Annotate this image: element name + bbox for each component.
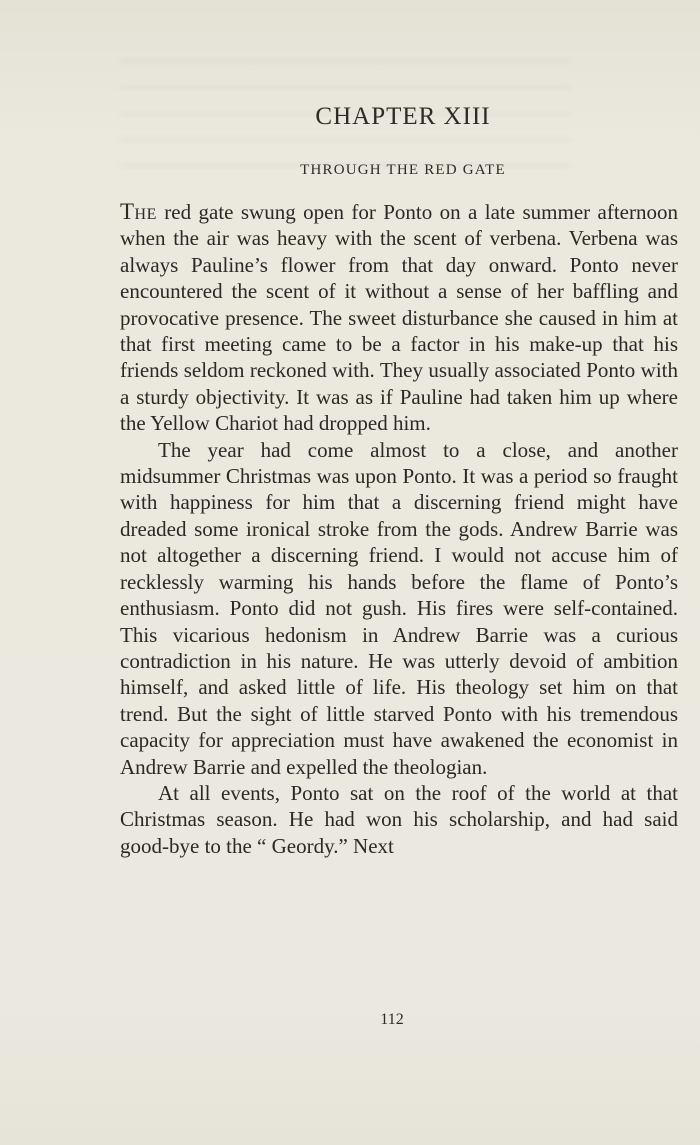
paragraph-1	[120, 199, 678, 437]
chapter-subtitle: THROUGH THE RED GATE	[300, 162, 506, 178]
paragraph-2: The year had come almost to a close, and another midsummer Christmas was upon Ponto. It was a period so fraught with happiness for him that a discerning friend might have dreaded some ironical stroke from the gods. Andrew Barrie was not altogether a discerning friend. I would not accuse him of recklessly warming his hands before the flame of Ponto’s enthusiasm. Ponto did not gush. His fires were self-contained. This vicarious hedonism in Andrew Barrie was a curious contradiction in his nature. He was utterly devoid of ambition himself, and asked little of life. His theology set him on that trend. But the sight of little starved Ponto with his tremendous capacity for appreciation must have awakened the economist in Andrew Barrie and expelled the theologian.	[120, 437, 678, 779]
paragraph-3: At all events, Ponto sat on the roof of the world at that Christmas season. He had won his scholarship, and had said good-bye to the “ Geordy.” Next	[120, 780, 678, 858]
paragraph-lead-word: The	[120, 199, 157, 224]
chapter-title: CHAPTER XIII	[315, 103, 491, 130]
page-number: 112	[380, 1011, 404, 1028]
body-text	[120, 199, 678, 859]
paragraph-text: red gate swung open for Ponto on a late summer afternoon when the air was heavy with the scent of verbena. Verbena was always Pauline’s flower from that day onward. Ponto never encountered the scent of it without a sense of her baffling and provocative presence. The sweet disturbance she caused in him at that first meeting came to be a factor in his make-up that his friends seldom reckoned with. They usually associated Ponto with a sturdy objectivity. It was as if Pauline had taken him up where the Yellow Chariot had dropped him.	[120, 200, 678, 436]
